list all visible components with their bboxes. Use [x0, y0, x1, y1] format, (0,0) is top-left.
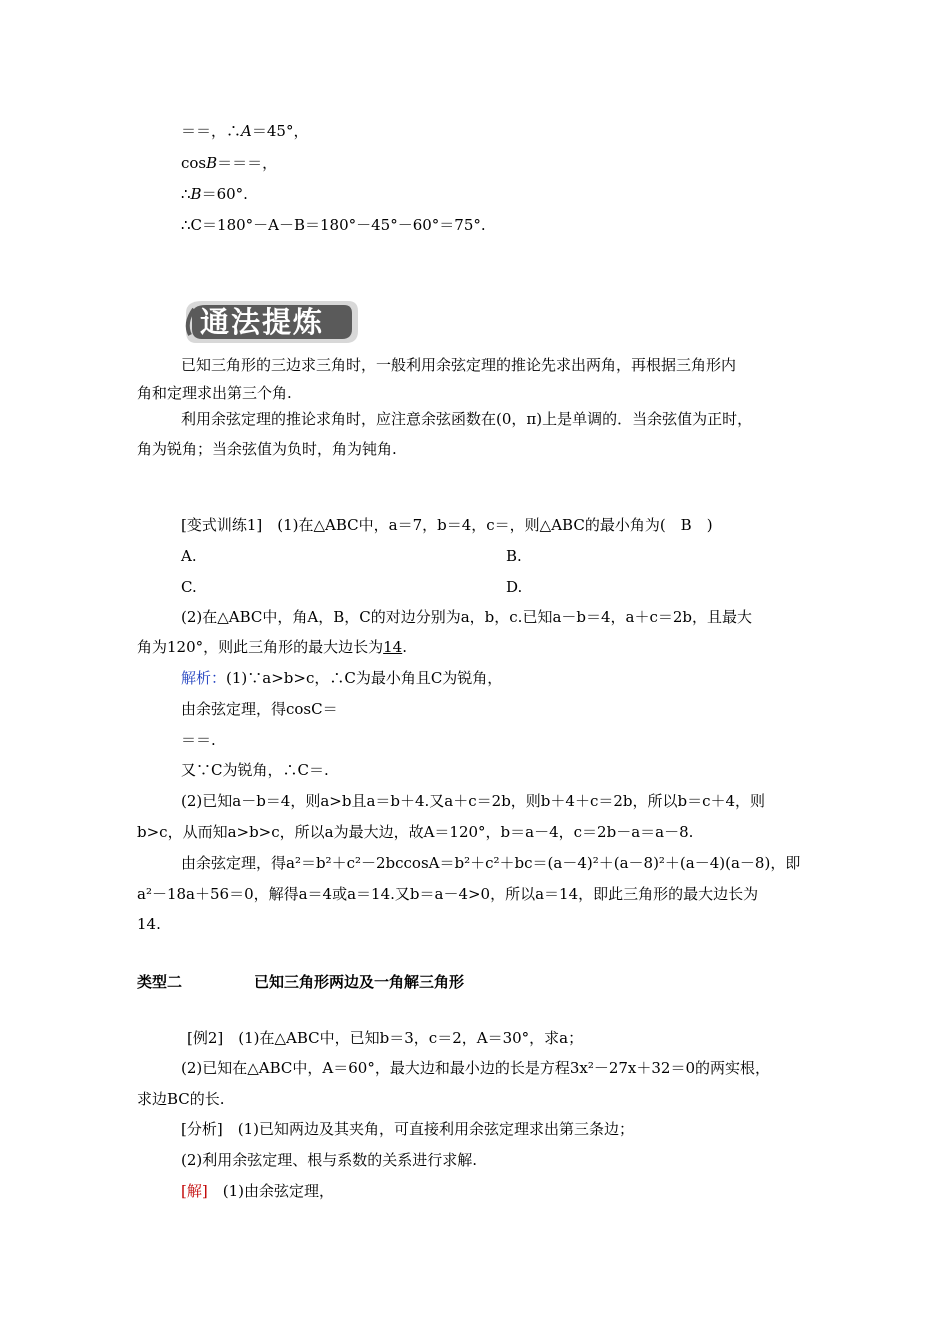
- paragraph-line: 角为锐角；当余弦值为负时，角为钝角.: [137, 440, 397, 458]
- exercise-question: (2)在△ABC中，角A，B，C的对边分别为a，b，c.已知a－b＝4，a＋c＝2b，且最大: [181, 608, 753, 626]
- example-line: [例2] (1)在△ABC中，已知b＝3，c＝2，A＝30°，求a；: [187, 1029, 584, 1047]
- example-line: 求边BC的长.: [137, 1090, 225, 1108]
- text-line: cosB＝＝＝，: [181, 154, 278, 172]
- paragraph-line: 角和定理求出第三个角.: [137, 384, 292, 402]
- jiexi-label: 解析：: [181, 669, 227, 687]
- exercise-question: 角为120°，则此三角形的最大边长为14.: [137, 638, 408, 656]
- text-line: ∴B＝60°.: [181, 185, 248, 203]
- solution-line: 14.: [137, 915, 161, 933]
- option-c: C.: [181, 578, 197, 596]
- text-line: ＝＝，∴A＝45°，: [181, 122, 309, 140]
- answer-value: 14: [383, 638, 403, 656]
- analysis-line: (2)利用余弦定理、根与系数的关系进行求解.: [181, 1151, 478, 1169]
- exercise-question: [变式训练1] (1)在△ABC中，a＝7，b＝4，c＝，则△ABC的最小角为( B ): [181, 516, 713, 534]
- solve-line: [解] (1)由余弦定理，: [181, 1182, 334, 1200]
- analysis-line: [分析] (1)已知两边及其夹角，可直接利用余弦定理求出第三条边；: [181, 1120, 634, 1138]
- solve-label: [解]: [181, 1182, 208, 1200]
- option-a: A.: [181, 547, 197, 565]
- section-type-label: 类型二: [137, 973, 183, 991]
- paragraph-line: 已知三角形的三边求三角时，一般利用余弦定理的推论先求出两角，再根据三角形内: [181, 356, 737, 374]
- option-d: D.: [506, 578, 523, 596]
- solution-line: (2)已知a－b＝4，则a>b且a＝b＋4.又a＋c＝2b，则b＋4＋c＝2b，所以b＝c＋4，则: [181, 792, 766, 810]
- example-line: (2)已知在△ABC中，A＝60°，最大边和最小边的长是方程3x²－27x＋32＝0的两实根，: [181, 1059, 771, 1077]
- text-line: ∴C＝180°－A－B＝180°－45°－60°＝75°.: [181, 216, 486, 234]
- solution-line: 由余弦定理，得cosC＝: [181, 700, 338, 718]
- paragraph-line: 利用余弦定理的推论求角时，应注意余弦函数在(0，π)上是单调的．当余弦值为正时，: [181, 410, 753, 428]
- analysis-label: [分析]: [181, 1120, 223, 1138]
- solution-line: ＝＝.: [181, 731, 216, 749]
- section-type-title: 已知三角形两边及一角解三角形: [254, 973, 465, 991]
- solution-line: 又∵C为锐角，∴C＝.: [181, 761, 329, 779]
- banner-title: 通法提炼: [200, 305, 325, 339]
- solution-line: 由余弦定理，得a²＝b²＋c²－2bccosA＝b²＋c²＋bc＝(a－4)²＋(a－8)²＋(a－4)(a－8)，即: [181, 854, 801, 872]
- solution-line: 解析：(1)∵a>b>c，∴C为最小角且C为锐角，: [181, 669, 503, 687]
- solution-line: a²－18a＋56＝0，解得a＝4或a＝14.又b＝a－4>0，所以a＝14，即此三角形的最大边长为: [137, 885, 759, 903]
- option-b: B.: [506, 547, 522, 565]
- solution-line: b>c，从而知a>b>c，所以a为最大边，故A＝120°，b＝a－4，c＝2b－a＝a－8.: [137, 823, 694, 841]
